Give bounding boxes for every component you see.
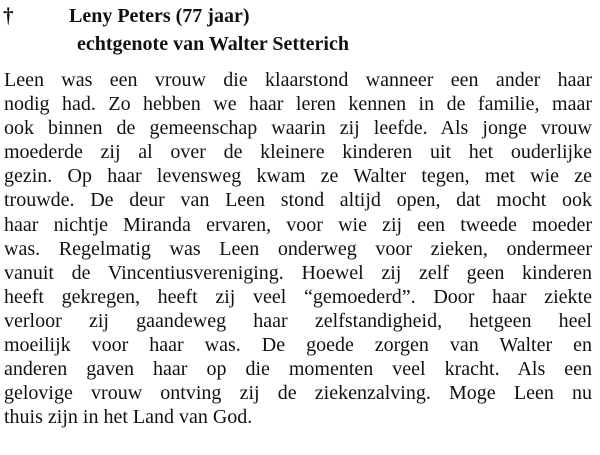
text-line: haar nichtje Miranda ervaren, voor wie zij een tweede moeder <box>4 213 592 236</box>
text-line: gelovige vrouw ontving zij de ziekenzalving. Moge Leen nu <box>4 382 592 405</box>
text-line: verloor zij gaandeweg haar zelfstandigheid, hetgeen heel <box>4 309 592 332</box>
spouse-line: echtgenote van Walter Setterich <box>77 33 349 55</box>
text-line: vanuit de Vincentiusvereniging. Hoewel zij zelf geen kinderen <box>4 261 592 284</box>
text-line: anderen gaven haar op die momenten veel kracht. Als een <box>4 358 592 381</box>
text-line: trouwde. De deur van Leen stond altijd open, dat mocht ook <box>4 189 592 212</box>
deceased-name-age: Leny Peters (77 jaar) <box>69 5 250 27</box>
obituary-header <box>0 0 600 64</box>
text-line: gezin. Op haar levensweg kwam ze Walter tegen, met wie ze <box>4 165 592 188</box>
text-line: Leen was een vrouw die klaarstond wanneer een ander haar <box>4 69 592 91</box>
text-line: heeft gekregen, heeft zij veel “gemoederd”. Door haar ziekte <box>4 285 592 308</box>
text-line-last: thuis zijn in het Land van God. <box>4 406 253 429</box>
text-line: moederde zij al over de kleinere kinderen uit het ouderlijke <box>4 141 592 164</box>
text-line: nodig had. Zo hebben we haar leren kennen in de familie, maar <box>4 93 592 116</box>
obituary-text <box>4 68 592 429</box>
text-line: was. Regelmatig was Leen onderweg voor zieken, ondermeer <box>4 237 592 260</box>
cross-symbol: † <box>3 3 14 27</box>
text-line: ook binnen de gemeenschap waarin zij leefde. Als jonge vrouw <box>4 117 592 140</box>
text-line: moeilijk voor haar was. De goede zorgen van Walter en <box>4 334 592 357</box>
